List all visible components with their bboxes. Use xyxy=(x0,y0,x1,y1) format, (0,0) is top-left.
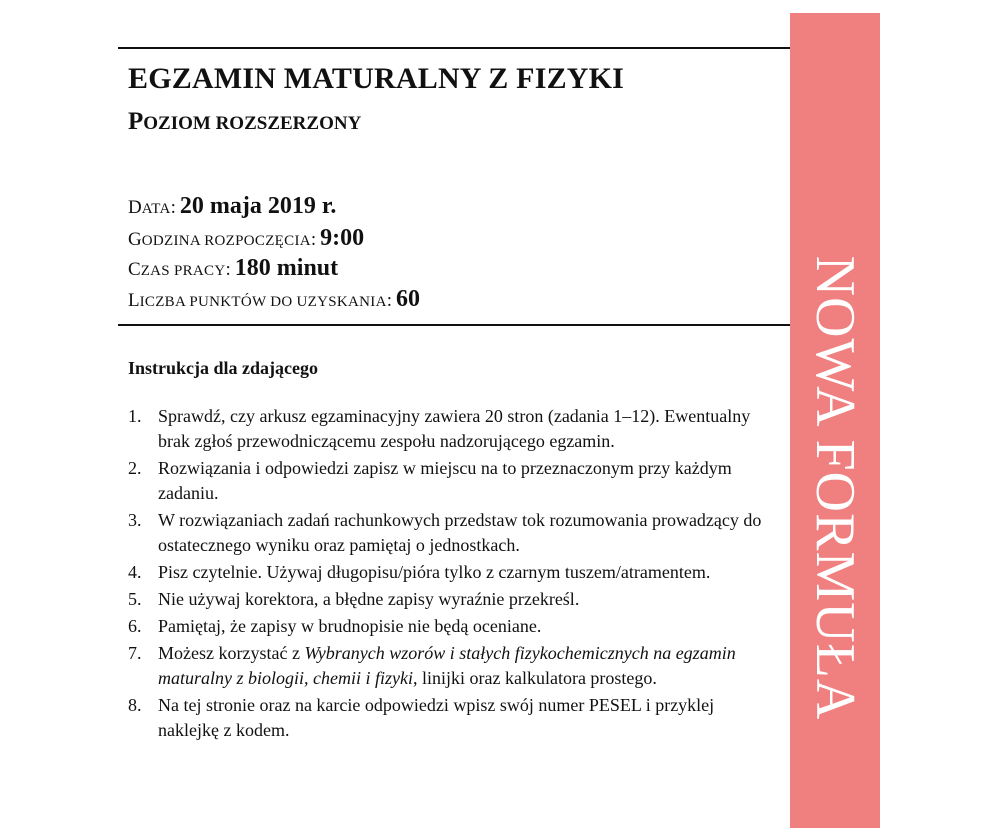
meta-duration xyxy=(128,255,338,282)
meta-date-sep: : xyxy=(170,197,176,218)
meta-duration-label-initial: C xyxy=(128,259,141,280)
side-banner-text: NOWA FORMUŁA xyxy=(804,255,866,721)
exam-level-initial: P xyxy=(128,108,144,135)
instruction-number: 7. xyxy=(128,643,142,663)
instruction-text-after: , linijki oraz kalkulatora prostego. xyxy=(412,668,657,688)
instruction-number: 3. xyxy=(128,510,142,530)
instruction-text: Pamiętaj, że zapisy w brudnopisie nie będą oceniane. xyxy=(158,616,542,636)
instruction-item xyxy=(128,560,768,585)
meta-start-time-label-initial: G xyxy=(128,229,142,250)
instruction-text: Sprawdź, czy arkusz egzaminacyjny zawiera 20 stron (zadania 1–12). Ewentualny brak zgłoś przewodniczącemu zespołu nadzorującego egzamin. xyxy=(158,406,751,451)
instruction-number: 1. xyxy=(128,406,142,426)
meta-points xyxy=(128,286,420,313)
meta-duration-value: 180 minut xyxy=(234,255,339,281)
meta-date-value: 20 maja 2019 r. xyxy=(179,193,337,219)
meta-points-label-rest: ICZBA PUNKTÓW DO UZYSKANIA xyxy=(139,294,387,310)
meta-start-time-label-rest: ODZINA ROZPOCZĘCIA xyxy=(141,233,311,249)
meta-points-sep: : xyxy=(386,290,392,311)
instruction-text-italic: Wybranych wzorów i stałych fizykochemicznych na egzamin maturalny z biologii, chemii i fizyki xyxy=(158,643,736,688)
instruction-item xyxy=(128,693,768,743)
instruction-text-before: Możesz korzystać z xyxy=(158,643,305,663)
exam-level-rest: OZIOM ROZSZERZONY xyxy=(143,113,362,134)
instruction-number: 2. xyxy=(128,458,142,478)
meta-date-label-initial: D xyxy=(128,197,142,218)
meta-duration-sep: : xyxy=(225,259,231,280)
instruction-text: Nie używaj korektora, a błędne zapisy wyraźnie przekreśl. xyxy=(158,589,580,609)
meta-points-value: 60 xyxy=(396,286,420,312)
middle-rule xyxy=(118,324,790,326)
instruction-number: 5. xyxy=(128,589,142,609)
instruction-text: W rozwiązaniach zadań rachunkowych przedstaw tok rozumowania prowadzący do ostatecznego wyniku oraz pamiętaj o jednostkach. xyxy=(158,510,762,555)
instruction-item xyxy=(128,587,768,612)
instruction-text: Rozwiązania i odpowiedzi zapisz w miejscu na to przeznaczonym przy każdym zadaniu. xyxy=(158,458,732,503)
instruction-number: 6. xyxy=(128,616,142,636)
meta-start-time xyxy=(128,225,364,252)
instruction-item xyxy=(128,614,768,639)
instruction-text: Na tej stronie oraz na karcie odpowiedzi wpisz swój numer PESEL i przyklej naklejkę z kodem. xyxy=(158,695,715,740)
instruction-item xyxy=(128,641,768,691)
instruction-item xyxy=(128,456,768,506)
instruction-number: 4. xyxy=(128,562,142,582)
instruction-item xyxy=(128,404,768,454)
meta-date-label-rest: ATA xyxy=(141,201,171,217)
meta-start-time-sep: : xyxy=(310,229,317,250)
instruction-item xyxy=(128,508,768,558)
top-rule xyxy=(118,47,790,49)
meta-start-time-value: 9:00 xyxy=(320,225,365,251)
instructions-heading: Instrukcja dla zdającego xyxy=(128,358,318,378)
instruction-text: Pisz czytelnie. Używaj długopisu/pióra tylko z czarnym tuszem/atramentem. xyxy=(158,562,711,582)
exam-title: EGZAMIN MATURALNY Z FIZYKI xyxy=(128,62,625,95)
meta-points-label-initial: L xyxy=(128,290,140,311)
meta-date xyxy=(128,193,336,220)
exam-level xyxy=(128,108,361,136)
meta-duration-label-rest: ZAS PRACY xyxy=(140,263,226,279)
instructions-list xyxy=(128,404,768,745)
instruction-number: 8. xyxy=(128,695,142,715)
